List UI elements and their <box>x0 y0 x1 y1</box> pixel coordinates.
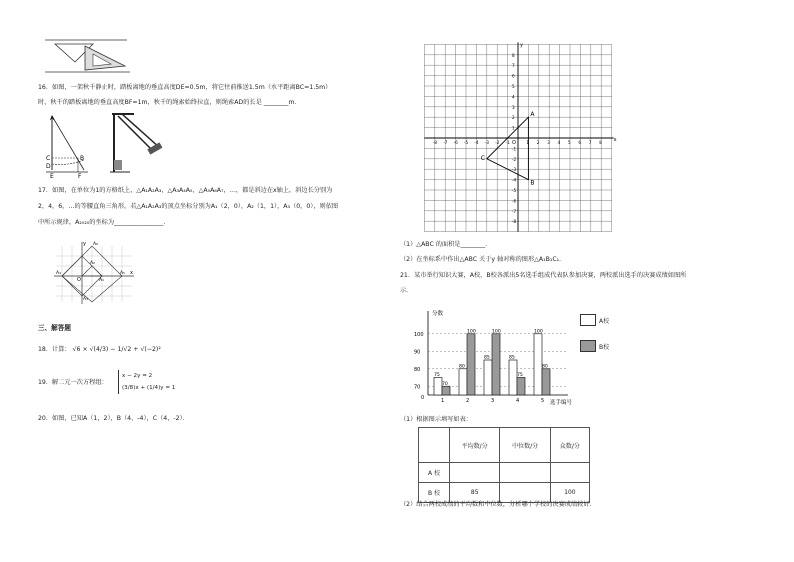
x-tick-label: -8 <box>432 140 437 145</box>
question-16-line2: 时，秋千的踏板离地的垂直高度BF=1m，秋千的绳索始终拉直，则绳索AD的长是 ________m． <box>38 99 301 106</box>
y-tick-label: -3 <box>512 167 517 173</box>
table-cell: B 校 <box>419 483 450 503</box>
question-20-part1: （1）△ABC 的面积是________． <box>400 241 492 248</box>
question-17-line3: 中所示规律，A₂₀₂₀的坐标为________________． <box>38 219 170 226</box>
legend-label-a: A校 <box>599 317 610 325</box>
point-a-label: A <box>530 111 535 119</box>
x-tick-label: 2 <box>536 140 540 145</box>
table-header-cell: 中位数/分 <box>500 428 550 463</box>
x-tick-label: 2 <box>466 398 470 404</box>
origin-label: 0 <box>421 395 425 401</box>
question-18 <box>38 343 161 356</box>
triangle-spiral-figure <box>52 240 138 306</box>
x-tick-label: 3 <box>491 398 495 404</box>
label-a4: A₄ <box>56 271 61 276</box>
y-tick-label: -6 <box>512 198 517 204</box>
y-tick-label: 80 <box>414 366 421 373</box>
label-a5: A₅ <box>120 271 125 276</box>
legend-swatch-a <box>580 314 596 326</box>
x-tick-label: 4 <box>557 140 561 145</box>
equation-2: (3/8)x + (1/4)y = 1 <box>122 385 176 391</box>
y-tick-label: 5 <box>512 84 515 89</box>
question-19-prefix: 19．解二元一次方程组： <box>38 379 108 386</box>
question-21-line2: 示． <box>400 287 413 294</box>
legend-item-a <box>580 314 609 326</box>
equation-1: x − 2y = 2 <box>122 373 153 379</box>
x-axis-label: x <box>613 137 617 143</box>
x-tick-label: 1 <box>441 398 445 404</box>
label-c: C <box>46 155 51 162</box>
y-axis-label: y <box>520 42 523 49</box>
question-21-part1: （1）根据图示填写如表： <box>400 416 472 423</box>
question-21-line1: 21．某市举行知识大赛，A校，B校各派出5名选手组成代表队参加决赛，两校派出选手的决赛成绩如图所 <box>400 272 687 279</box>
data-label-a: 100 <box>534 329 543 335</box>
bar-a <box>459 369 467 395</box>
table-header-cell: 平均数/分 <box>450 428 500 463</box>
data-label-b: 75 <box>517 373 523 378</box>
data-label-b: 80 <box>542 364 548 370</box>
bar-a <box>509 360 517 395</box>
bar-a <box>434 378 442 396</box>
table-header-cell <box>419 428 450 463</box>
table-header-cell: 众数/分 <box>550 428 589 463</box>
triangle-ruler-figure <box>45 36 135 74</box>
y-axis-title: 分数 <box>432 311 444 317</box>
x-tick-label: 8 <box>599 140 602 145</box>
table-cell <box>500 463 550 483</box>
question-18-prefix: 18．计算： <box>38 346 71 353</box>
data-label-b: 100 <box>492 329 501 335</box>
x-tick-label: -2 <box>495 140 500 145</box>
y-tick-label: 100 <box>414 331 424 338</box>
swing-figure <box>44 112 184 184</box>
table-cell <box>550 463 589 483</box>
table-header-row <box>419 428 590 463</box>
bar-b <box>467 334 475 395</box>
label-f: F <box>78 173 82 180</box>
y-tick-label: -4 <box>512 177 517 183</box>
data-label-b: 70 <box>442 381 448 387</box>
label-o: O <box>77 277 81 283</box>
y-tick-label: -5 <box>512 188 517 193</box>
question-17-line2: 2，4，6，…的等腰直角三角形，若△A₁A₂A₃的顶点坐标分别为A₁（2，0），A₂（1，1），A₃（0，0），则依图 <box>38 203 339 210</box>
label-x: x <box>130 270 133 276</box>
question-16-line1: 16．如图，一架秋千静止时，踏板离地的垂直高度DE=0.5m，将它往前推送1.5m（水平距离BC=1.5m） <box>38 84 332 91</box>
y-tick-label: -7 <box>512 208 517 214</box>
y-tick-label: 70 <box>414 384 421 391</box>
question-20-part2: （2）在坐标系中作出△ABC 关于y 轴对称的图形△A₁B₁C₁． <box>400 256 566 263</box>
data-label-a: 85 <box>509 355 515 361</box>
x-tick-label: -3 <box>484 140 489 145</box>
data-label-b: 100 <box>467 329 476 335</box>
bar-a <box>534 334 542 395</box>
bar-b <box>492 334 500 395</box>
point-b-label: B <box>530 179 535 187</box>
point-c-label: C <box>480 154 486 162</box>
x-tick-label: 7 <box>588 140 592 145</box>
origin-label: O <box>512 140 516 146</box>
y-tick-label: 4 <box>512 94 515 100</box>
data-label-a: 75 <box>434 373 440 378</box>
x-tick-label: -1 <box>505 140 510 145</box>
label-y: y <box>83 241 86 247</box>
label-a: A <box>50 115 55 122</box>
x-tick-label: -5 <box>464 140 469 145</box>
data-label-a: 85 <box>484 355 490 361</box>
label-b: B <box>80 155 85 162</box>
bar-b <box>517 378 525 396</box>
y-tick-label: 3 <box>512 104 515 110</box>
legend-label-b: B校 <box>599 343 610 351</box>
label-e: E <box>50 173 54 180</box>
equation-system <box>118 370 175 394</box>
label-a1: A₁ <box>99 278 104 283</box>
question-21-part2: （2）结合两校成绩的平均数和中位数，分析哪个学校的决赛成绩较好． <box>400 501 596 508</box>
question-18-expression: √6 × √(4/3) − 1/√2 + √(−2)² <box>72 346 161 353</box>
question-20: 20．如图，已知A（1，2），B（4，-4），C（4，-2）． <box>38 415 189 422</box>
table-cell: A 校 <box>419 463 450 483</box>
bar-b <box>542 369 550 395</box>
y-tick-label: -1 <box>512 146 517 152</box>
x-tick-label: 1 <box>526 140 530 145</box>
y-tick-label: 8 <box>512 52 515 58</box>
y-tick-label: -8 <box>512 219 517 225</box>
label-a3: A₃ <box>83 297 88 302</box>
bar-b <box>442 386 450 395</box>
label-d: D <box>46 163 51 170</box>
x-tick-label: 5 <box>541 398 545 404</box>
y-tick-label: 2 <box>512 115 515 121</box>
legend-item-b <box>580 340 609 352</box>
question-17-line1: 17．如图，在单位为1的方格纸上，△A₁A₂A₃，△A₃A₄A₅，△A₅A₆A₇，…，都是斜边在x轴上，斜边长分别为 <box>38 187 333 194</box>
x-axis-title: 选手编号 <box>550 400 573 406</box>
x-tick-label: 4 <box>516 398 520 404</box>
x-tick-label: 5 <box>568 140 571 145</box>
score-table <box>418 427 590 503</box>
legend-swatch-b <box>580 340 596 352</box>
question-19 <box>38 376 108 389</box>
table-cell: 85 <box>450 483 500 503</box>
legend <box>580 314 609 352</box>
y-tick-label: 90 <box>414 349 421 356</box>
x-tick-label: -6 <box>453 140 458 145</box>
x-tick-label: 3 <box>547 140 550 145</box>
label-a6: A₆ <box>93 242 98 247</box>
x-tick-label: 6 <box>578 140 582 145</box>
x-tick-label: -7 <box>443 140 448 145</box>
table-cell: 100 <box>550 483 589 503</box>
bar-a <box>484 360 492 395</box>
y-tick-label: 6 <box>512 73 515 79</box>
data-label-a: 80 <box>459 364 465 370</box>
table-row <box>419 463 590 483</box>
y-tick-label: -2 <box>512 156 517 162</box>
label-a2: A₂ <box>90 261 95 266</box>
y-tick-label: 7 <box>512 63 515 69</box>
coordinate-grid <box>420 42 616 234</box>
section-heading-3: 三、解答题 <box>38 324 71 332</box>
table-cell <box>450 463 500 483</box>
y-tick-label: 1 <box>512 125 515 131</box>
x-tick-label: -4 <box>474 140 479 145</box>
